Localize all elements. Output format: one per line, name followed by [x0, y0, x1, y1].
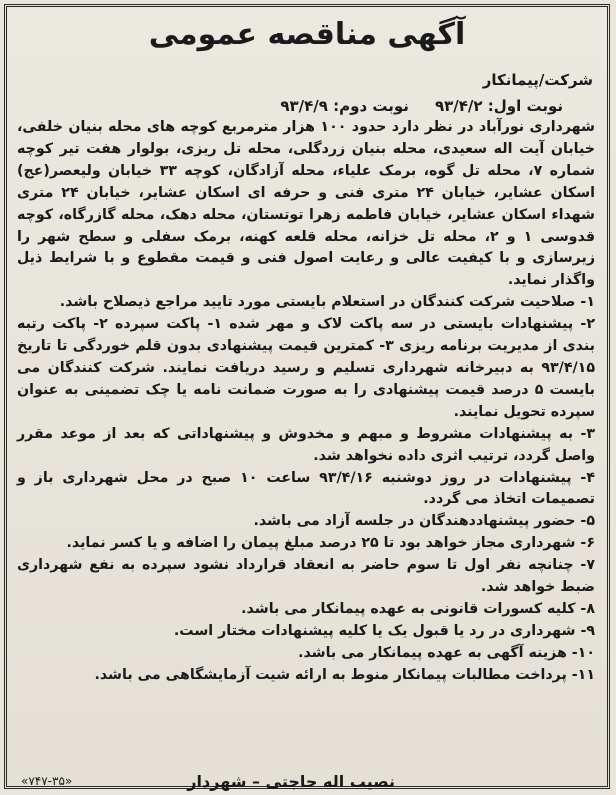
condition-7: ۷- چنانچه نفر اول تا سوم حاضر به انعقاد قرارداد نشود سپرده به نفع شهرداری ضبط خواهد شد. — [17, 557, 595, 596]
condition-2: ۲- پیشنهادات بایستی در سه پاکت لاک و مهر شده ۱- پاکت سپرده ۲- پاکت رتبه بندی از مدیریت برنامه ریزی ۳- کمترین قیمت پیشنهادی بدون قلم خوردگی تا تاریخ ۹۳/۴/۱۵ به دبیرخانه شهرداری تسلیم و رسید دریافت نمایند. شرکت کنندگان می بایست ۵ درصد قیمت پیشنهادی را به صورت ضمانت نامه یا چک تضمینی به عنوان سپرده تحویل نمایند. — [17, 316, 595, 420]
condition-5: ۵- حضور پیشنهاددهندگان در جلسه آزاد می باشد. — [253, 513, 595, 530]
condition-11: ۱۱- پرداخت مطالبات پیمانکار منوط به ارائه شیت آزمایشگاهی می باشد. — [94, 666, 595, 683]
publication-rounds — [21, 93, 593, 119]
first-round: نوبت اول: ۹۳/۴/۲ — [434, 97, 563, 115]
ad-body — [17, 117, 595, 687]
condition-3: ۳- به پیشنهادات مشروط و مبهم و مخدوش و پیشنهاداتی که بعد از موعد مقرر واصل گردد، ترتیب اثری داده نخواهد شد. — [17, 425, 595, 464]
condition-9: ۹- شهرداری در رد یا قبول یک یا کلیه پیشنهادات مختار است. — [173, 622, 595, 639]
intro-paragraph: شهرداری نورآباد در نظر دارد حدود ۱۰۰ هزار مترمربع کوچه های محله بنیان خلفی، خیابان آیت اله سعیدی، محله بنیان زردگلی، محله تل ریزی، بولوار هفت تیر کوچه شماره ۷، محله تل گوه، برمک علیاء، محله آزادگان، کوچه ۳۳ خیابان ولیعصر(عج) اسکان عشایر، خیابان ۲۴ متری فنی و حرفه ای اسکان عشایر، خیابان ۲۴ متری شهداء اسکان عشایر، خیابان فاطمه زهرا توتستان، محله دهک، محله گازرگاه، کوچه قدوسی ۱ و ۲، محله تل خزانه، محله قلعه کهنه، برمک سفلی و سطح شهر را زیرسازی و با کیفیت عالی و رعایت اصول فنی و قیمت مقطوع و با شرایط ذیل واگذار نماید. — [17, 119, 595, 289]
condition-1: ۱- صلاحیت شرکت کنندگان در استعلام بایستی مورد تایید مراجع ذیصلاح باشد. — [59, 294, 595, 311]
audience-label: شرکت/پیمانکار — [482, 71, 593, 89]
ad-code: «۷۴۷-۳۵» — [21, 774, 73, 788]
ad-title: آگهی مناقصه عمومی — [148, 17, 466, 52]
ad-frame — [4, 4, 610, 789]
condition-6: ۶- شهرداری مجاز خواهد بود تا ۲۵ درصد مبلغ پیمان را اضافه و یا کسر نماید. — [66, 535, 595, 552]
condition-8: ۸- کلیه کسورات قانونی به عهده پیمانکار می باشد. — [241, 600, 595, 617]
ad-header — [21, 67, 593, 119]
condition-4: ۴- پیشنهادات در روز دوشنبه ۹۳/۴/۱۶ ساعت ۱۰ صبح در محل شهرداری باز و تصمیمات اتخاذ می گردد. — [17, 469, 595, 508]
signature: نصیب اله حاجتی – شهردار — [187, 772, 395, 791]
second-round: نوبت دوم: ۹۳/۴/۹ — [280, 97, 409, 115]
ad-footer — [19, 772, 595, 794]
condition-10: ۱۰- هزینه آگهی به عهده پیمانکار می باشد. — [298, 644, 595, 661]
